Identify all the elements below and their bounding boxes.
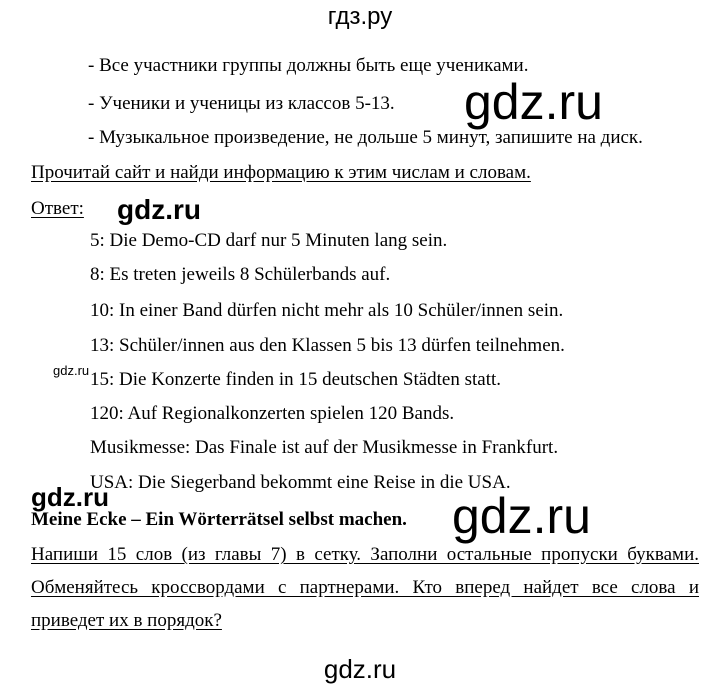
answer-item: 120: Auf Regionalkonzerten spielen 120 Bands. [90,403,455,424]
watermark-small: gdz.ru [53,363,90,378]
watermark-medium: gdz.ru [31,482,109,512]
task2-heading: Meine Ecke – Ein Wörterrätsel selbst machen. [31,509,407,530]
watermark-footer: gdz.ru [323,654,397,684]
task1-instruction: Прочитай сайт и найди информацию к этим числам и словам. [31,162,531,183]
site-title: гдз.ру [327,3,393,30]
task2-instruction-line: приведет их в порядок? [31,610,222,631]
requirement-item: - Музыкальное произведение, не дольше 5 минут, запишите на диск. [88,127,643,148]
watermark-large: gdz.ru [464,74,603,130]
answer-item: 13: Schüler/innen aus den Klassen 5 bis 13 dürfen teilnehmen. [90,335,565,356]
watermark-large: gdz.ru [452,488,591,544]
watermark-medium: gdz.ru [117,194,201,225]
answer-item: 15: Die Konzerte finden in 15 deutschen Städten statt. [90,369,502,390]
task2-instruction-line: Обменяйтесь кроссвордами с партнерами. Кто вперед найдет все слова и [31,577,699,598]
answer-item: 5: Die Demo-CD darf nur 5 Minuten lang sein. [90,230,448,251]
answer-item: Musikmesse: Das Finale ist auf der Musikmesse in Frankfurt. [90,437,559,458]
task2-instruction-line: Напиши 15 слов (из главы 7) в сетку. Заполни остальные пропуски буквами. [31,544,699,565]
answer-item: 8: Es treten jeweils 8 Schülerbands auf. [90,264,391,285]
answer-label: Ответ: [31,198,84,219]
requirement-item: - Ученики и ученицы из классов 5-13. [88,93,395,114]
requirement-item: - Все участники группы должны быть еще учениками. [88,55,529,76]
answer-item: 10: In einer Band dürfen nicht mehr als 10 Schüler/innen sein. [90,300,564,321]
answer-item: USA: Die Siegerband bekommt eine Reise in die USA. [90,472,511,493]
